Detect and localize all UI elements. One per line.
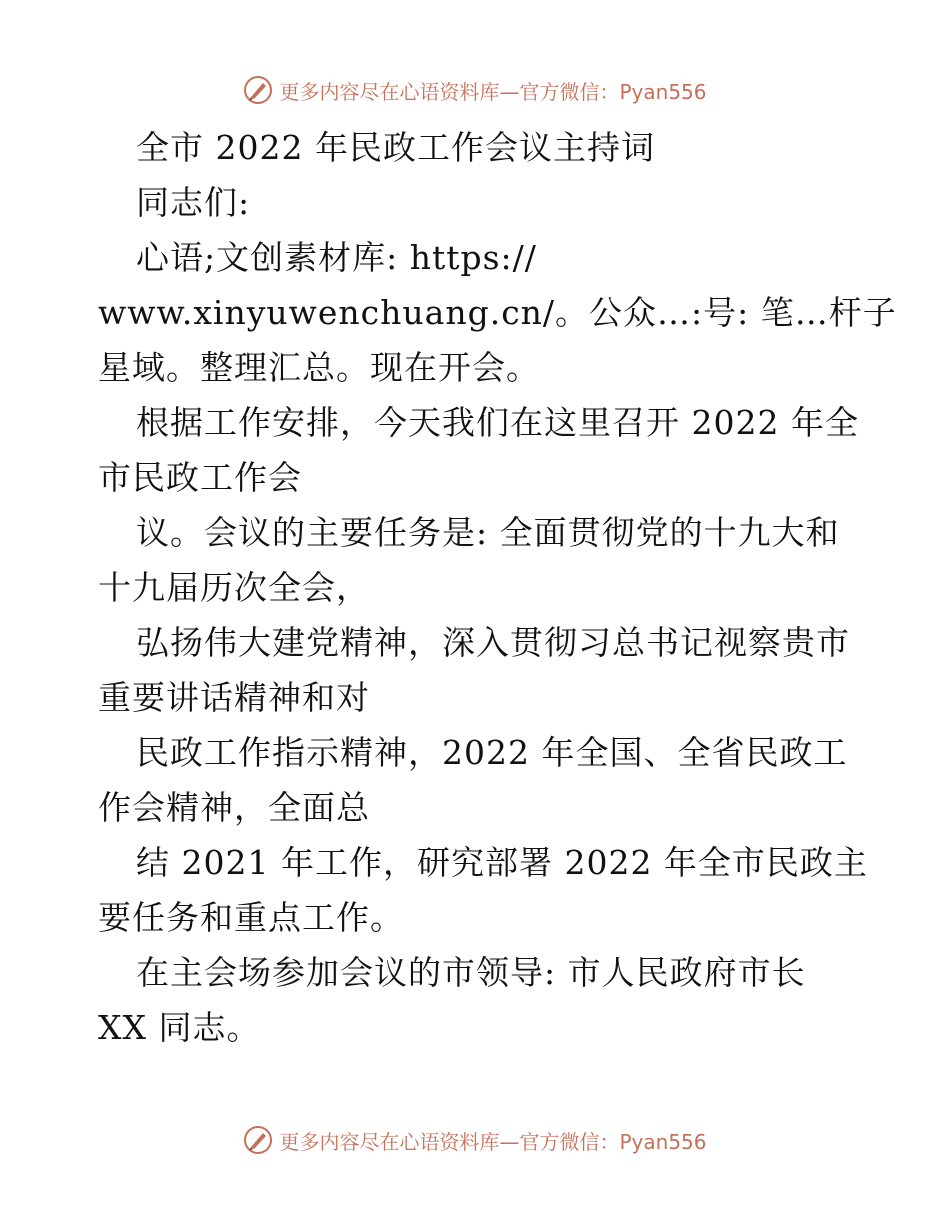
document-line: 全市 2022 年民政工作会议主持词 xyxy=(136,128,655,167)
document-line: 重要讲话精神和对 xyxy=(98,678,370,717)
watermark-text: 更多内容尽在心语资料库—官方微信：Pyan556 xyxy=(279,79,707,104)
document-line: 在主会场参加会议的市领导: 市人民政府市长 xyxy=(136,953,806,992)
document-line: 弘扬伟大建党精神，深入贯彻习总书记视察贵市 xyxy=(136,623,850,662)
document-line: 根据工作安排，今天我们在这里召开 2022 年全 xyxy=(136,403,859,442)
document-line: 星域。整理汇总。现在开会。 xyxy=(98,348,540,387)
document-line: 心语;文创素材库: https:// xyxy=(136,238,537,277)
wechat-id: Pyan556 xyxy=(619,79,707,104)
document-line: 市民政工作会 xyxy=(98,458,302,497)
document-line: 议。会议的主要任务是: 全面贯彻党的十九大和 xyxy=(136,513,840,552)
document-line: 同志们: xyxy=(136,183,251,222)
wechat-id: Pyan556 xyxy=(619,1129,707,1154)
document-line: 十九届历次全会， xyxy=(98,568,370,607)
document-line: XX 同志。 xyxy=(98,1008,261,1047)
document-line: 作会精神，全面总 xyxy=(98,788,370,827)
document-body xyxy=(98,120,897,1055)
quill-pen-logo-icon xyxy=(243,75,273,105)
watermark-text: 更多内容尽在心语资料库—官方微信：Pyan556 xyxy=(279,1129,707,1154)
document-line: www.xinyuwenchuang.cn/。公众…:号: 笔…杆子 xyxy=(98,293,897,332)
document-line: 结 2021 年工作，研究部署 2022 年全市民政主 xyxy=(136,843,868,882)
document-line: 要任务和重点工作。 xyxy=(98,898,404,937)
watermark-header xyxy=(0,70,950,110)
watermark-footer xyxy=(0,1120,950,1160)
document-line: 民政工作指示精神，2022 年全国、全省民政工 xyxy=(136,733,848,772)
quill-pen-logo-icon xyxy=(243,1125,273,1155)
